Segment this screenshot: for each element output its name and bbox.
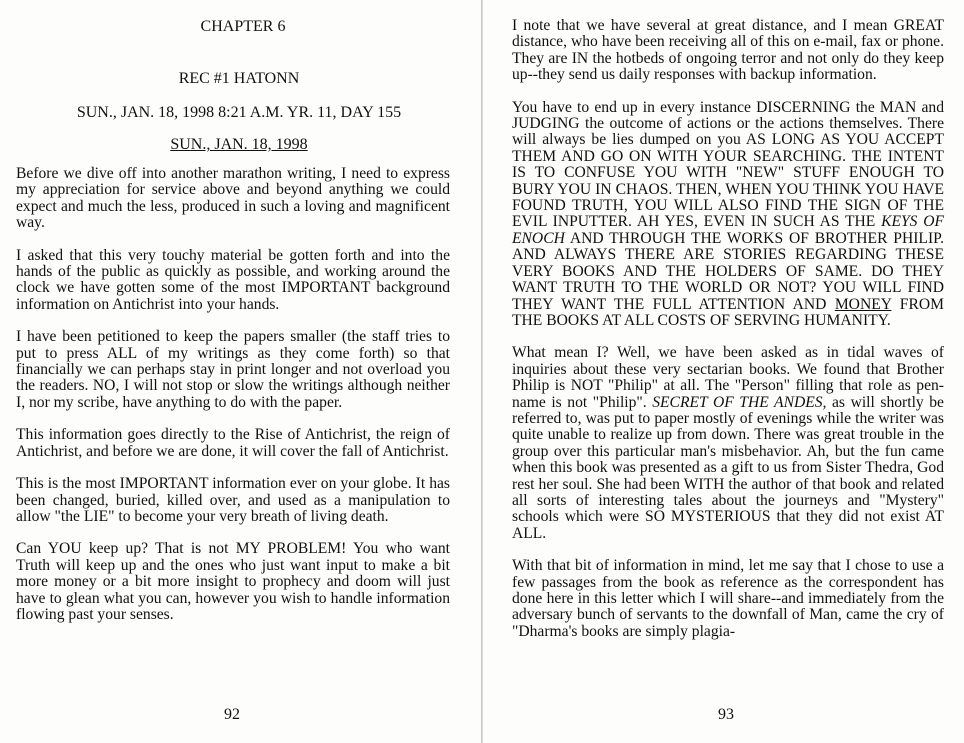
paragraph: This information goes directly to the Rise of Antichrist, the reign of Antichrist, and before we are done, it will cover the fall of Antichrist. [16, 426, 450, 460]
text-run: What mean I? Well, we have been asked as in tidal waves of inquiries about these very sectarian books. We found that Brother Philip is NOT "Philip" at all. The "Person" filling that role as pen-name is not "Philip". [512, 344, 944, 411]
date-underlined: SUN., JAN. 18, 1998 [170, 136, 308, 153]
page-number-left: 92 [224, 706, 240, 723]
paragraph: I have been petitioned to keep the papers smaller (the staff tries to put to press ALL of my writings as they come forth) so that financially we can perhaps stay in print longer and not overload you the readers. NO, I will not stop or slow the writings although neither I, nor my scribe, have anything to do with the paper. [16, 328, 450, 411]
book-title-italic: SECRET OF THE ANDES, [652, 393, 827, 411]
paragraph: With that bit of information in mind, let me say that I chose to use a few passages from the book as reference as the correspondent has done here in this letter which I will share--and immediately from the adversary bunch of servants to the downfall of Man, came the cry of "Dharma's books are simply plagia- [512, 557, 944, 640]
paragraph: I asked that this very touchy material be gotten forth and into the hands of the public as quickly as possible, and working around the clock we have gotten some of the most IMPORTANT background information on Antichrist into your hands. [16, 246, 450, 313]
rec-heading: REC #1 HATONN [178, 70, 300, 87]
underlined-word: MONEY [834, 295, 892, 313]
text-run: FROM THE BOOKS AT ALL COSTS OF SERVING HUMANITY. [512, 295, 944, 329]
date-heading: SUN., JAN. 18, 1998 8:21 A.M. YR. 11, DAY 155 [76, 104, 402, 121]
page-number-right: 93 [718, 706, 734, 723]
paragraph: Before we dive off into another marathon writing, I need to express my appreciation for service above and beyond anything we could expect and much the less, produced in such a loving and magnificent way. [16, 165, 450, 232]
paragraph: I note that we have several at great distance, and I mean GREAT distance, who have been receiving all of this on e-mail, fax or phone. They are IN the hotbeds of ongoing terror and not only do they keep up--they send us daily responses with backup information. [512, 17, 944, 84]
book-title-italic: KEYS OF ENOCH [512, 213, 944, 247]
paragraph: This is the most IMPORTANT information ever on your globe. It has been changed, buried, killed over, and used as a manipulation to allow "the LIE" to become your very breath of living death. [16, 475, 450, 525]
chapter-title: CHAPTER 6 [200, 18, 286, 35]
text-run: You have to end up in every instance DISCERNING the MAN and JUDGING the outcome of actions or the actions themselves. There will always be lies dumped on you AS LONG AS YOU ACCEPT THEM AND GO ON WITH YOUR SEARCHING. THE INTENT IS TO CONFUSE YOU WITH "NEW" STUFF ENOUGH TO BURY YOU IN CHAOS. THEN, WHEN YOU THINK YOU HAVE FOUND TRUTH, YOU WILL ALSO FIND THE SIGN OF THE EVIL INPUTTER. AH YES, EVEN IN SUCH AS THE [512, 98, 944, 231]
text-run: as will shortly be referred to, was put to paper mostly of evenings while the writer was quite unable to realize up from down. There was great trouble in the group over this particular man's misbehavior. Ah, but the fun came when this book was presented as a gift to us from Sister Thedra, God rest her soul. She had been WITH the author of that book and related all sorts of interesting tales about the journeys and "Mystery" schools which were SO MYSTERIOUS that they did not exist AT ALL. [512, 393, 944, 542]
paragraph [512, 345, 944, 542]
paragraph: Can YOU keep up? That is not MY PROBLEM! You who want Truth will keep up and the ones who just want input to make a bit more money or a bit more insight to prophecy and doom will just have to glean what you can, however you wish to handle information flowing past your senses. [16, 540, 450, 623]
right-page [484, 0, 964, 743]
paragraph [512, 100, 944, 330]
book-gutter [481, 0, 483, 743]
left-page [0, 0, 480, 743]
text-run: AND THROUGH THE WORKS OF BROTHER PHILIP. AND ALWAYS THERE ARE STORIES REGARDING THESE VERY BOOKS AND THE HOLDERS OF SAME. DO THEY WANT TRUTH TO THE WORLD OR NOT? YOU WILL FIND THEY WANT THE FULL ATTENTION AND [512, 229, 944, 313]
